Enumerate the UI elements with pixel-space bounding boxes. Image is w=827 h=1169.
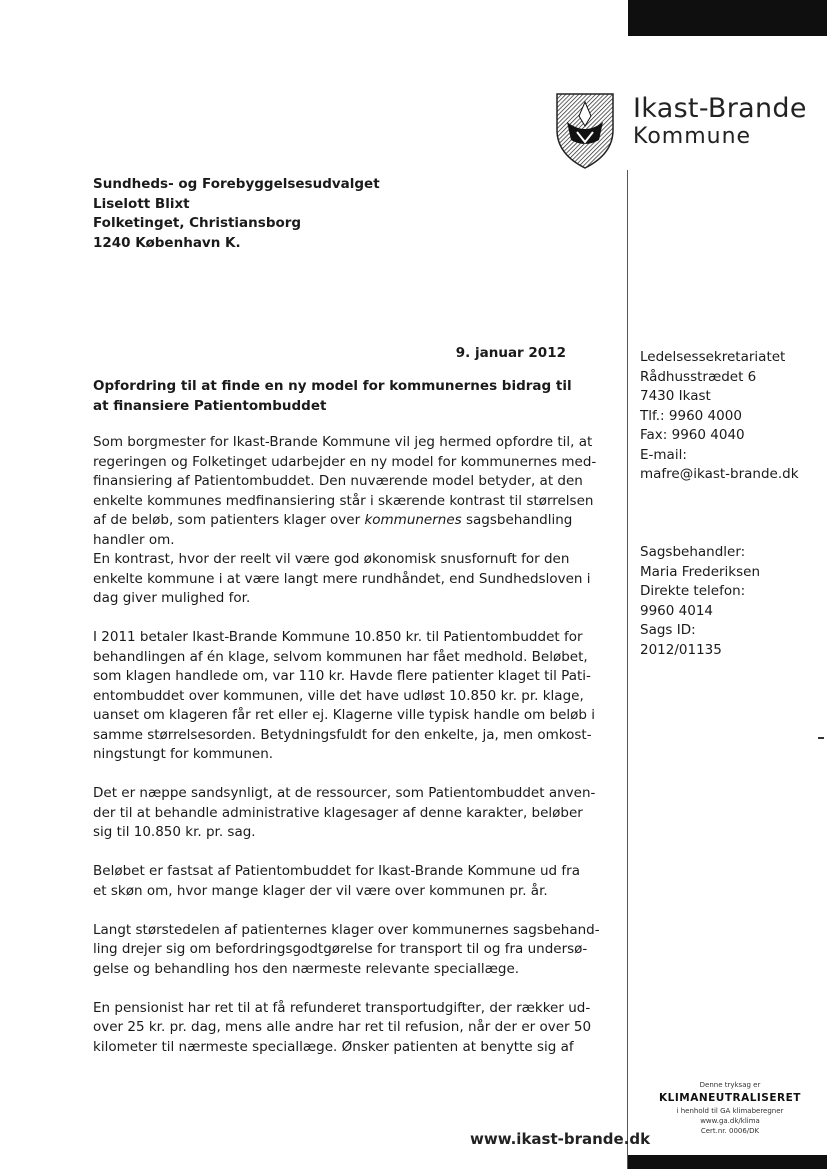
text-line: ling drejer sig om befordringsgodtgørelse for transport til og fra undersø-: [93, 941, 588, 957]
text-line: som klagen handlede om, var 110 kr. Havde flere patienter klaget til Pati-: [93, 668, 591, 684]
text-line: Som borgmester for Ikast-Brande Kommune vil jeg hermed opfordre til, at: [93, 434, 593, 450]
paragraph: [93, 628, 596, 765]
case-direct-phone: 9960 4014: [640, 602, 714, 619]
website-link[interactable]: www.ikast-brande.dk: [470, 1130, 651, 1148]
bottom-tab: [628, 1155, 827, 1169]
text-line: [93, 512, 572, 528]
recipient-address: [93, 175, 380, 253]
paragraph: [93, 550, 591, 609]
text-line: regeringen og Folketinget udarbejder en ny model for kommunernes med-: [93, 453, 597, 470]
case-direct-label: Direkte telefon:: [640, 583, 746, 599]
emphasis: kommunernes: [364, 512, 462, 528]
paragraph: [93, 433, 597, 550]
recipient-line: 1240 København K.: [93, 234, 241, 251]
text-line: sig til 10.850 kr. pr. sag.: [93, 824, 256, 840]
text-line: handler om.: [93, 531, 175, 548]
paragraph: [93, 999, 592, 1058]
sender-phone: Tlf.: 9960 4000: [640, 407, 742, 424]
letter-subject: Opfordring til at finde en ny model for kommunernes bidrag til at finansiere Patientombuddet: [93, 378, 572, 414]
text-line: I 2011 betaler Ikast-Brande Kommune 10.850 kr. til Patientombuddet for: [93, 629, 583, 645]
sender-email: mafre@ikast-brande.dk: [640, 466, 799, 482]
case-info: [640, 543, 760, 660]
case-handler: Maria Frederiksen: [640, 563, 761, 580]
text-line: Langt størstedelen af patienternes klager over kommunernes sagsbehand-: [93, 921, 600, 938]
text-line: Beløbet er fastsat af Patientombuddet for Ikast-Brande Kommune ud fra: [93, 863, 580, 879]
recipient-line: Liselott Blixt: [93, 195, 190, 212]
letter-body: [93, 433, 600, 1077]
case-handler-label: Sagsbehandler:: [640, 544, 746, 560]
text-line: uanset om klageren får ret eller ej. Klagerne ville typisk handle om beløb i: [93, 707, 596, 723]
climate-line: Denne tryksag er: [699, 1081, 761, 1089]
fold-mark: [818, 737, 824, 739]
climate-line: Cert.nr. 0006/DK: [700, 1127, 760, 1135]
climate-title: KLIMANEUTRALISERET: [659, 1092, 801, 1104]
text-line: behandlingen af én klage, selvom kommunen har fået medhold. Beløbet,: [93, 648, 588, 665]
text-line: der til at behandle administrative klagesager af denne karakter, beløber: [93, 804, 583, 821]
text-line: enkelte kommune i at være langt mere rundhåndet, end Sundhedsloven i: [93, 570, 591, 587]
sender-info: [640, 348, 799, 485]
coat-of-arms-icon: [555, 92, 615, 174]
climate-line: www.ga.dk/klima: [700, 1117, 760, 1125]
paragraph: [93, 784, 596, 843]
paragraph: [93, 921, 600, 980]
text-line: dag giver mulighed for.: [93, 590, 251, 606]
text-line: En kontrast, hvor der reelt vil være god økonomisk snusfornuft for den: [93, 551, 570, 567]
logo-name: Ikast-Brande: [633, 93, 807, 124]
sender-street: Rådhusstrædet 6: [640, 368, 757, 385]
corner-tab: [628, 0, 827, 36]
text-segment: af de beløb, som patienters klager over: [93, 512, 365, 528]
climate-line: i henhold til GA klimaberegner: [676, 1107, 784, 1115]
text-line: over 25 kr. pr. dag, mens alle andre har ret til refusion, når der er over 50: [93, 1019, 592, 1035]
sender-fax: Fax: 9960 4040: [640, 427, 745, 443]
text-line: En pensionist har ret til at få refunderet transportudgifter, der rækker ud-: [93, 999, 591, 1016]
case-id: 2012/01135: [640, 641, 722, 658]
text-line: gelse og behandling hos den nærmeste relevante speciallæge.: [93, 960, 520, 977]
text-line: enkelte kommunes medfinansiering står i skærende kontrast til størrelsen: [93, 492, 594, 509]
text-line: entombuddet over kommunen, ville det have udløst 10.850 kr. pr. klage,: [93, 687, 584, 704]
sender-department: Ledelsessekretariatet: [640, 349, 786, 365]
case-id-label: Sags ID:: [640, 622, 696, 638]
letter-date: 9. januar 2012: [455, 345, 566, 361]
text-segment: sagsbehandling: [461, 512, 573, 528]
text-line: ningstungt for kommunen.: [93, 746, 274, 762]
margin-divider: [627, 170, 628, 1169]
text-line: finansiering af Patientombuddet. Den nuværende model betyder, at den: [93, 473, 583, 489]
sender-email-label: E-mail:: [640, 446, 687, 463]
text-line: samme størrelsesorden. Betydningsfuldt for den enkelte, ja, men omkost-: [93, 726, 592, 743]
recipient-line: Folketinget, Christiansborg: [93, 215, 302, 231]
text-line: Det er næppe sandsynligt, at de ressourcer, som Patientombuddet anven-: [93, 785, 596, 801]
climate-badge: [640, 1080, 820, 1136]
paragraph: [93, 862, 580, 901]
recipient-line: Sundheds- og Forebyggelsesudvalget: [93, 176, 380, 192]
text-line: kilometer til nærmeste speciallæge. Ønsker patienten at benytte sig af: [93, 1038, 574, 1055]
sender-city: 7430 Ikast: [640, 388, 711, 404]
logo-subtitle: Kommune: [633, 124, 752, 149]
text-line: et skøn om, hvor mange klager der vil være over kommunen pr. år.: [93, 882, 548, 899]
